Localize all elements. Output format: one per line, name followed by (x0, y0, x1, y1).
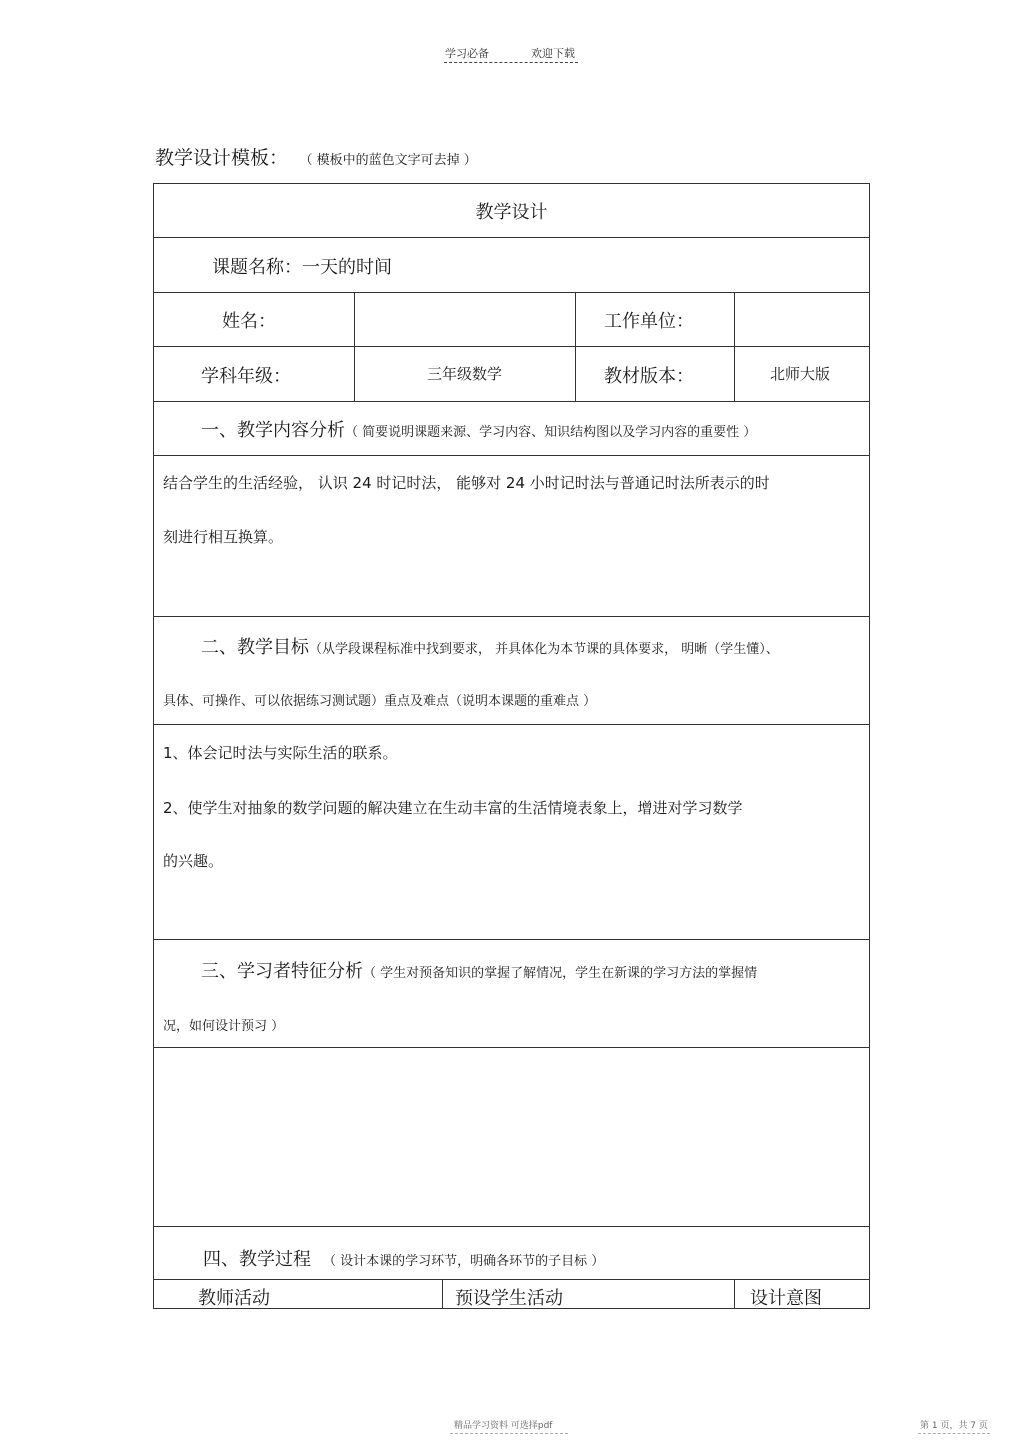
table-col-rule (442, 1279, 443, 1309)
table-rule (153, 939, 870, 940)
section3-note-line: （ 学生对预备知识的掌握了解情况，学生在新课的学习方法的掌握情 (363, 966, 758, 981)
section1-header (201, 416, 756, 442)
section4-title: 四、教学过程 (203, 1249, 311, 1270)
document-title-main: 教学设计模板： (155, 147, 289, 169)
document-title (155, 143, 477, 170)
footer-page-number: 第 1 页，共 7 页 (920, 1421, 988, 1431)
table-col-rule (734, 1279, 735, 1309)
section2-header (201, 633, 779, 659)
section2-content-line: 的兴趣。 (163, 852, 224, 870)
section2-note-line: （从学段课程标准中找到要求， 并具体化为本节课的具体要求， 明晰（学生懂）、 (309, 642, 779, 657)
section1-note: （ 简要说明课题来源、学习内容、知识结构图以及学习内容的重要性 ） (345, 425, 757, 440)
table-col-rule (354, 292, 355, 401)
section3-header (201, 957, 757, 983)
edition-value: 北师大版 (769, 365, 830, 383)
footer-left-text: 精品学习资料 可选择pdf (454, 1421, 553, 1431)
table-heading: 教学设计 (475, 202, 548, 223)
footer-dashed-rule (918, 1433, 990, 1434)
col-teacher-activity: 教师活动 (198, 1288, 270, 1309)
col-design-intent: 设计意图 (750, 1288, 822, 1309)
header-left-text: 学习必备 (445, 47, 489, 60)
table-rule (153, 401, 870, 402)
header-right-text: 欢迎下载 (531, 47, 575, 60)
table-rule (153, 346, 870, 347)
table-rule (153, 292, 870, 293)
subject-value: 三年级数学 (426, 365, 502, 383)
table-col-rule (575, 292, 576, 401)
header-dashed-rule (444, 62, 578, 63)
section1-content-line: 刻进行相互换算。 (163, 528, 284, 546)
table-rule (153, 455, 870, 456)
section2-content-line: 2、使学生对抽象的数学问题的解决建立在生动丰富的生活情境表象上，增进对学习数学 (163, 799, 743, 817)
table-col-rule (734, 292, 735, 401)
footer-dashed-rule (450, 1433, 568, 1434)
section3-title: 三、学习者特征分析 (201, 961, 363, 982)
table-rule (153, 616, 870, 617)
document-title-note: （ 模板中的蓝色文字可去掉 ） (306, 153, 477, 168)
section2-note-line: 具体、可操作、可以依据练习测试题）重点及难点（说明本课题的重难点 ） (163, 694, 597, 709)
unit-label: 工作单位： (604, 311, 694, 332)
section1-title: 一、教学内容分析 (201, 420, 345, 441)
table-rule (153, 1279, 870, 1280)
section2-content-line: 1、体会记时法与实际生活的联系。 (163, 744, 398, 762)
table-rule (153, 1226, 870, 1227)
col-student-activity: 预设学生活动 (455, 1288, 563, 1309)
topic-row: 课题名称：一天的时间 (212, 257, 392, 278)
edition-label: 教材版本： (604, 366, 694, 387)
name-label: 姓名： (222, 311, 276, 332)
table-rule (153, 1047, 870, 1048)
section1-content-line: 结合学生的生活经验， 认识 24 时记时法， 能够对 24 小时记时法与普通记时法所表示的时 (163, 474, 770, 492)
section3-note-line: 况，如何设计预习 ） (163, 1019, 285, 1034)
subject-label: 学科年级： (201, 366, 291, 387)
table-rule (153, 724, 870, 725)
table-rule (153, 237, 870, 238)
section4-note: （ 设计本课的学习环节，明确各环节的子目标 ） (323, 1254, 605, 1269)
section2-title: 二、教学目标 (201, 637, 309, 658)
section4-header (203, 1245, 604, 1271)
